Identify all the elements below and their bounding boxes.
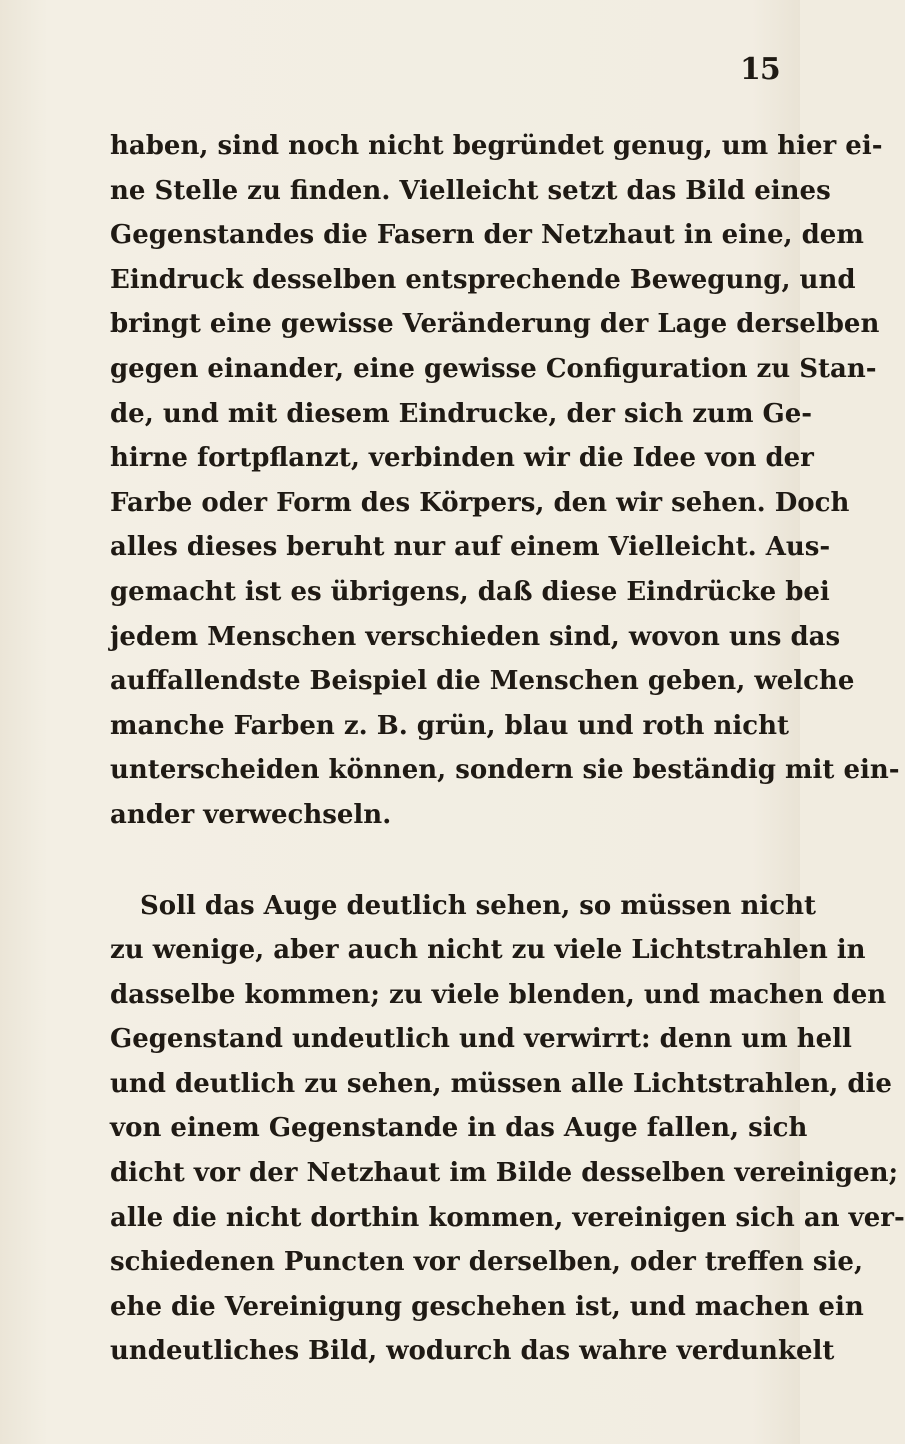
text-line: manche Farben z. B. grün, blau und roth nicht	[110, 710, 790, 741]
paragraph-spacer	[110, 838, 760, 884]
text-line: gegen einander, eine gewisse Configuration zu Stan-	[110, 353, 877, 384]
text-line: von einem Gegenstande in das Auge fallen, sich	[110, 1113, 808, 1144]
paragraph-1	[110, 124, 900, 838]
text-line: alles dieses beruht nur auf einem Vielleicht. Aus-	[110, 532, 831, 563]
text-line: dasselbe kommen; zu viele blenden, und machen den	[110, 979, 887, 1010]
text-line: dicht vor der Netzhaut im Bilde desselben vereinigen;	[110, 1158, 899, 1189]
text-line: undeutliches Bild, wodurch das wahre verdunkelt	[110, 1336, 835, 1367]
text-line: unterscheiden können, sondern sie beständig mit ein-	[110, 755, 900, 786]
text-line: bringt eine gewisse Veränderung der Lage derselben	[110, 309, 880, 340]
text-line: Soll das Auge deutlich sehen, so müssen nicht	[140, 890, 817, 921]
text-line: jedem Menschen verschieden sind, wovon uns das	[110, 621, 841, 652]
text-line: de, und mit diesem Eindrucke, der sich zum Ge-	[110, 398, 813, 429]
text-line: ehe die Vereinigung geschehen ist, und machen ein	[110, 1291, 864, 1322]
text-line: Eindruck desselben entsprechende Bewegung, und	[110, 264, 856, 295]
text-line: und deutlich zu sehen, müssen alle Lichtstrahlen, die	[110, 1068, 892, 1099]
text-line: Gegenstand undeutlich und verwirrt: denn um hell	[110, 1024, 852, 1055]
text-line: gemacht ist es übrigens, daß diese Eindrücke bei	[110, 576, 830, 607]
text-line: auffallendste Beispiel die Menschen geben, welche	[110, 666, 855, 697]
text-line: schiedenen Puncten vor derselben, oder treffen sie,	[110, 1247, 864, 1278]
text-line: haben, sind noch nicht begründet genug, um hier ei-	[110, 131, 883, 161]
text-line: ne Stelle zu finden. Vielleicht setzt das Bild eines	[110, 175, 831, 206]
text-line: Farbe oder Form des Körpers, den wir sehen. Doch	[110, 487, 850, 518]
text-line: hirne fortpflanzt, verbinden wir die Idee von der	[110, 443, 814, 474]
body-text	[110, 124, 905, 1374]
paragraph-2	[110, 884, 905, 1375]
text-line: alle die nicht dorthin kommen, vereinigen sich an ver-	[110, 1202, 905, 1233]
text-line: ander verwechseln.	[110, 799, 392, 830]
text-line: Gegenstandes die Fasern der Netzhaut in eine, dem	[110, 220, 864, 251]
text-line: zu wenige, aber auch nicht zu viele Lichtstrahlen in	[110, 935, 866, 966]
page-number: 15	[740, 52, 780, 87]
